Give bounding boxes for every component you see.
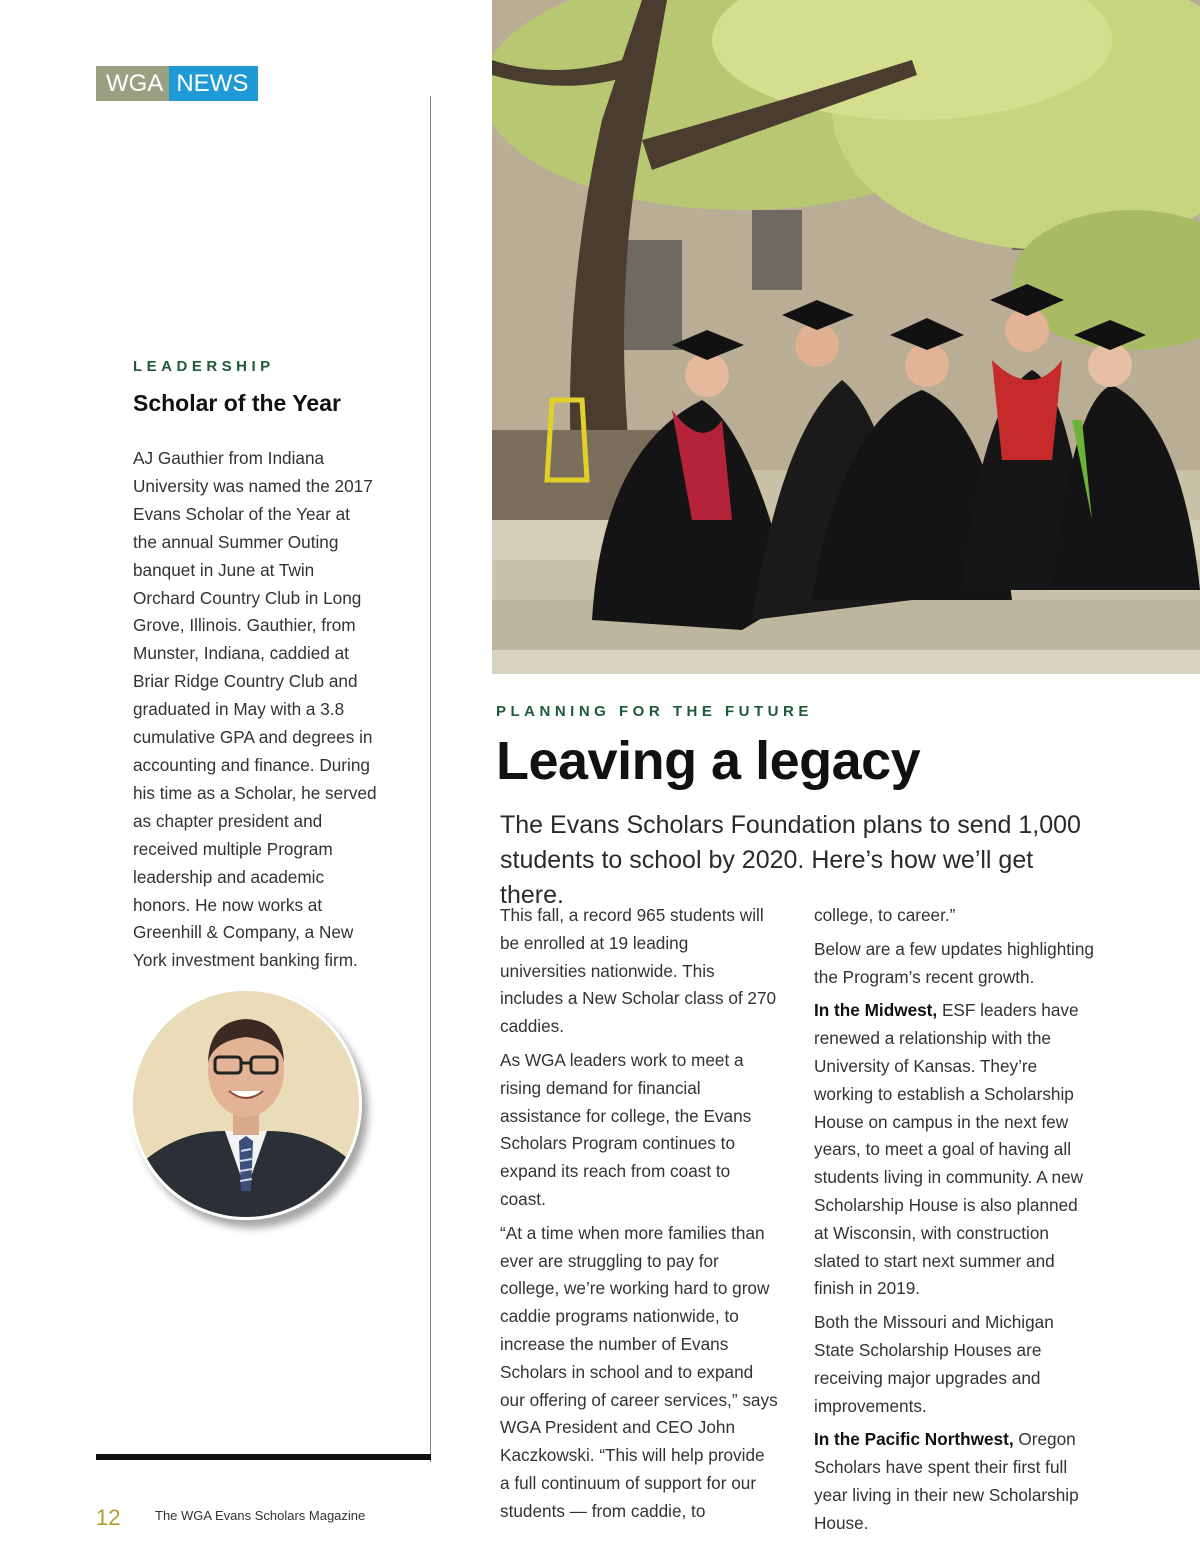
midwest-lead: In the Midwest, xyxy=(814,1000,938,1021)
sidebar-heading: Scholar of the Year xyxy=(133,390,341,416)
scholar-portrait xyxy=(130,988,362,1220)
sidebar-kicker: LEADERSHIP xyxy=(133,358,275,375)
article-column-2 xyxy=(814,902,1096,1544)
pacific-northwest-text: Oregon Scholars have spent their first full year living in their new Scholarship House. xyxy=(814,1429,1079,1533)
paragraph: Below are a few updates highlighting the Program’s recent growth. xyxy=(814,938,1094,987)
article-column-1 xyxy=(500,902,778,1532)
paragraph xyxy=(814,1426,1096,1537)
paragraph: Both the Missouri and Michigan State Scholarship Houses are receiving major upgrades and improvements. xyxy=(814,1312,1054,1416)
sidebar-body: AJ Gauthier from Indiana University was named the 2017 Evans Scholar of the Year at the annual Summer Outing banquet in June at Twin Orchard Country Club in Long Grove, Illinois. Gauthier, from Munster, Indiana, caddied at Briar Ridge Country Club and graduated in May with a 3.8 cumulative GPA and degrees in accounting and finance. During his time as a Scholar, he served as chapter president and received multiple Program leadership and academic honors. He now works at Greenhill & Company, a New York investment banking firm. xyxy=(133,448,377,971)
pacific-northwest-lead: In the Pacific Northwest, xyxy=(814,1429,1014,1450)
paragraph: college, to career.” xyxy=(814,905,956,925)
magazine-name: The WGA Evans Scholars Magazine xyxy=(155,1508,366,1523)
section-badge xyxy=(96,66,258,101)
sidebar-bottom-rule xyxy=(96,1454,431,1460)
paragraph xyxy=(814,997,1096,1303)
graduates-photo xyxy=(492,0,1200,674)
page-number: 12 xyxy=(96,1505,121,1530)
column-divider xyxy=(430,96,431,1462)
article-kicker: PLANNING FOR THE FUTURE xyxy=(496,703,813,720)
article-title: Leaving a legacy xyxy=(496,731,921,791)
badge-wga: WGA xyxy=(96,66,169,101)
midwest-text: ESF leaders have renewed a relationship with the University of Kansas. They’re working to establish a Scholarship House on campus in the next few years, to meet a goal of having all students living in community. A new Scholarship House is also planned at Wisconsin, with construction slated to start next summer and finish in 2019. xyxy=(814,1000,1084,1299)
paragraph: “At a time when more families than ever are struggling to pay for college, we’re working hard to grow caddie programs nationwide, to increase the number of Evans Scholars in school and to expand our offering of career services,” says WGA President and CEO John Kaczkowski. “This will help provide a full continuum of support for our students — from caddie, to xyxy=(500,1222,778,1521)
badge-news: NEWS xyxy=(169,66,258,101)
paragraph: As WGA leaders work to meet a rising demand for financial assistance for college, the Evans Scholars Program continues to expand its reach from coast to coast. xyxy=(500,1049,752,1209)
article-dek: The Evans Scholars Foundation plans to send 1,000 students to school by 2020. Here’s how we’ll get there. xyxy=(500,811,1081,909)
paragraph: This fall, a record 965 students will be enrolled at 19 leading universities nationwide. This includes a New Scholar class of 270 caddies. xyxy=(500,905,777,1037)
